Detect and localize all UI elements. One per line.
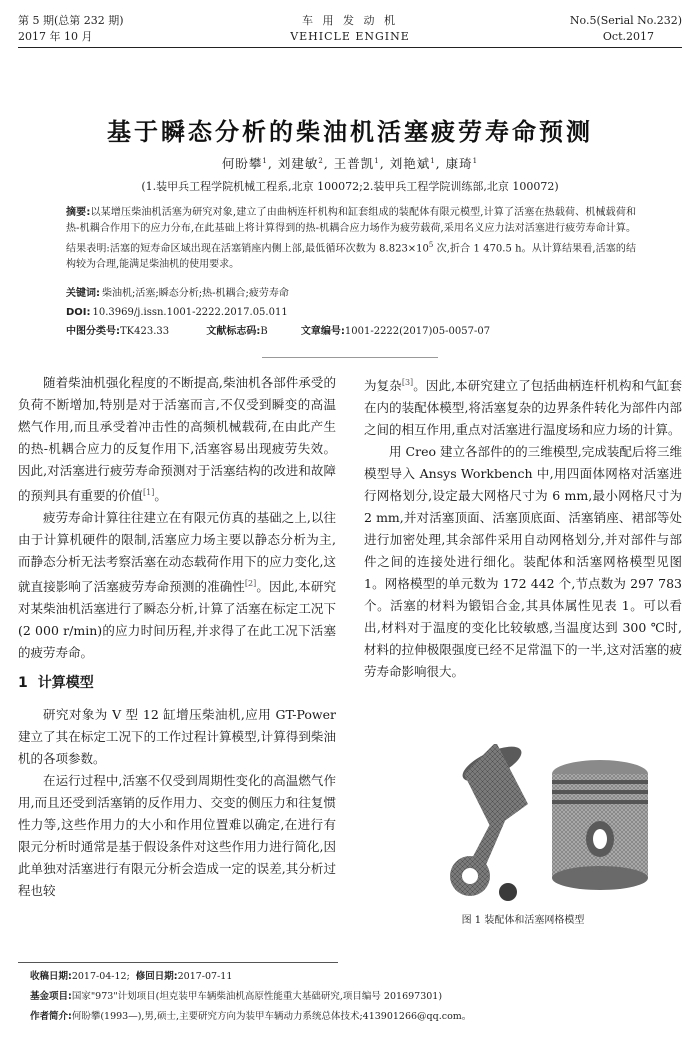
author-sup: 1 [374, 156, 380, 165]
code-value: B [260, 326, 268, 337]
header-issue: 第 5 期(总第 232 期) [18, 14, 124, 27]
right-column [364, 372, 682, 683]
author-sup: 2 [318, 156, 324, 165]
paragraph: 用 Creo 建立各部件的的三维模型,完成装配后将三维模型导入 Ansys Workbench 中,用四面体网格对活塞进行网格划分,设定最大网格尺寸为 6 mm,最小网格尺寸为 2 mm,并对活塞顶面、活塞顶底面、活塞销座、裙部等处进行加密处理,其余部件采用自动网格划分,并对部件与部件之间的连接处进行细化。装配体和活塞网格模型见图 1。网格模型的单元数为 172 442 个,节点数为 297 783 个。活塞的材料为锻铝合金,其具体属性见表 1。可以看出,材料对于温度的变化比较敏感,当温度达到 300 ℃时,材料的拉伸极限强度已经不足常温下的一半,这对活塞的疲劳寿命影响很大。 [364, 444, 682, 680]
header-journal-en: VEHICLE ENGINE [290, 30, 410, 43]
section-number: 1 [18, 675, 28, 692]
doi [66, 305, 288, 321]
doi-label: DOI: [66, 307, 91, 318]
article-value: 1001-2222(2017)05-0057-07 [344, 326, 491, 337]
section-title: 计算模型 [37, 675, 94, 692]
doi-value[interactable]: 10.3969/j.issn.1001-2222.2017.05.011 [92, 307, 288, 318]
author-sup: 1 [262, 156, 268, 165]
piston-model [552, 760, 648, 890]
footnote-dates: 收稿日期:2017-04-12; 修回日期:2017-07-11 [30, 971, 233, 982]
author-name: 王普凯 [333, 156, 375, 171]
keywords [66, 286, 289, 302]
abstract-exponent: 5 [428, 241, 434, 249]
citation[interactable]: [3] [401, 378, 414, 387]
author-name: 康琦 [445, 156, 473, 171]
left-column [18, 372, 336, 902]
citation[interactable]: [1] [143, 488, 155, 497]
header-journal-cn: 车 用 发 动 机 [302, 14, 398, 27]
abstract-text: 以某增压柴油机活塞为研究对象,建立了由曲柄连杆机构和缸套组成的装配体有限元模型,计算了活塞在热载荷、机械载荷和热-机耦合作用下的应力分布,在此基础上将计算得到的热-机耦合应力场作为疲劳载荷,采用名义应力法对活塞进行疲劳寿命计算。结果表明:活塞的短寿命区域出现在活塞销座内侧上部,最低循环次数为 8.823×10 [66, 207, 637, 255]
figure-caption: 图 1 装配体和活塞网格模型 [461, 915, 585, 926]
header-issue-en: No.5(Serial No.232) [569, 14, 682, 27]
footnote-fund: 基金项目:国家"973"计划项目(坦克装甲车辆柴油机高原性能重大基础研究,项目编号 201697301) [30, 991, 443, 1002]
paragraph: 为复杂[3]。因此,本研究建立了包括曲柄连杆机构和气缸套在内的装配体模型,将活塞复杂的边界条件转化为部件内部之间的相互作用,重点对活塞进行温度场和应力场的计算。 [364, 378, 682, 438]
clc-label: 中图分类号: [66, 326, 120, 337]
classification [66, 324, 490, 340]
header-date-cn: 2017 年 10 月 [18, 30, 93, 43]
paragraph: 研究对象为 V 型 12 缸增压柴油机,应用 GT-Power 建立了其在标定工况下的工作过程计算模型,计算得到柴油机的各项参数。 [18, 707, 336, 767]
author-name: 刘艳斌 [389, 156, 431, 171]
keywords-label: 关键词: [66, 288, 100, 299]
footnote-rule [18, 962, 338, 963]
paragraph: 随着柴油机强化程度的不断提高,柴油机各部件承受的负荷不断增加,特别是对于活塞而言,不仅受到瞬变的高温燃气作用,而且承受着冲击性的高频机械载荷,在由此产生的热-机耦合应力的反复作用下,活塞容易出现疲劳失效。因此,对活塞进行疲劳寿命预测对于活塞结构的改进和故障的预判具有重要的价值[1]。 [18, 375, 336, 504]
citation[interactable]: [2] [244, 579, 257, 589]
mesh-model-figure [430, 744, 650, 904]
author-name: 何盼攀 [221, 156, 263, 171]
section-heading [18, 672, 336, 694]
author-sup: 1 [472, 156, 479, 165]
abstract [66, 205, 636, 273]
paragraph: 疲劳寿命计算往往建立在有限元仿真的基础之上,以往由于计算机硬件的限制,活塞应力场主要以静态分析为主,而静态分析无法考察活塞在动态载荷作用下的应力变化,这就直接影响了活塞疲劳寿命预测的准确性[2]。因此,本研究对某柴油机活塞进行了瞬态分析,计算了活塞在标定工况下(2 000 r/min)的应力时间历程,并求得了在此工况下活塞的疲劳寿命。 [18, 510, 336, 661]
code-label: 文献标志码: [206, 326, 261, 337]
article-label: 文章编号: [300, 326, 345, 337]
header-date-en: Oct.2017 [602, 30, 654, 43]
paragraph: 在运行过程中,活塞不仅受到周期性变化的高温燃气作用,而且还受到活塞销的反作用力、交变的侧压力和往复惯性力等,这些作用力的大小和作用位置难以确定,在进行有限元分析时通常是基于假设条件对这些作用力进行简化,因此单独对活塞进行有限元分析会造成一定的误差,其分析过程也较 [18, 773, 336, 899]
abstract-label: 摘要: [66, 207, 91, 218]
affiliation: (1.装甲兵工程学院机械工程系,北京 100072;2.装甲兵工程学院训练部,北京 100072) [141, 180, 559, 193]
header-rule [18, 47, 682, 48]
clc-value: TK423.33 [120, 326, 170, 337]
assembly-model [450, 744, 528, 901]
abstract-divider [262, 357, 438, 358]
footnote-author: 作者简介:何盼攀(1993—),男,硕士,主要研究方向为装甲车辆动力系统总体技术;413901266@qq.com。 [30, 1011, 472, 1022]
abstract-text-end: 次,折合 1 470.5 h。从计算结果看,活塞的结构较为合理,能满足柴油机的使用要求。 [66, 243, 636, 271]
author-sup: 1 [430, 156, 436, 165]
author-list: 何盼攀$^1$, 刘建敏$^2$, 王普凯$^1$, 刘艳斌$^1$, 康琦$^1$ [221, 156, 479, 171]
keywords-value: 柴油机;活塞;瞬态分析;热-机耦合;疲劳寿命 [102, 288, 289, 299]
page-title: 基于瞬态分析的柴油机活塞疲劳寿命预测 [107, 118, 593, 146]
author-name: 刘建敏 [277, 156, 319, 171]
